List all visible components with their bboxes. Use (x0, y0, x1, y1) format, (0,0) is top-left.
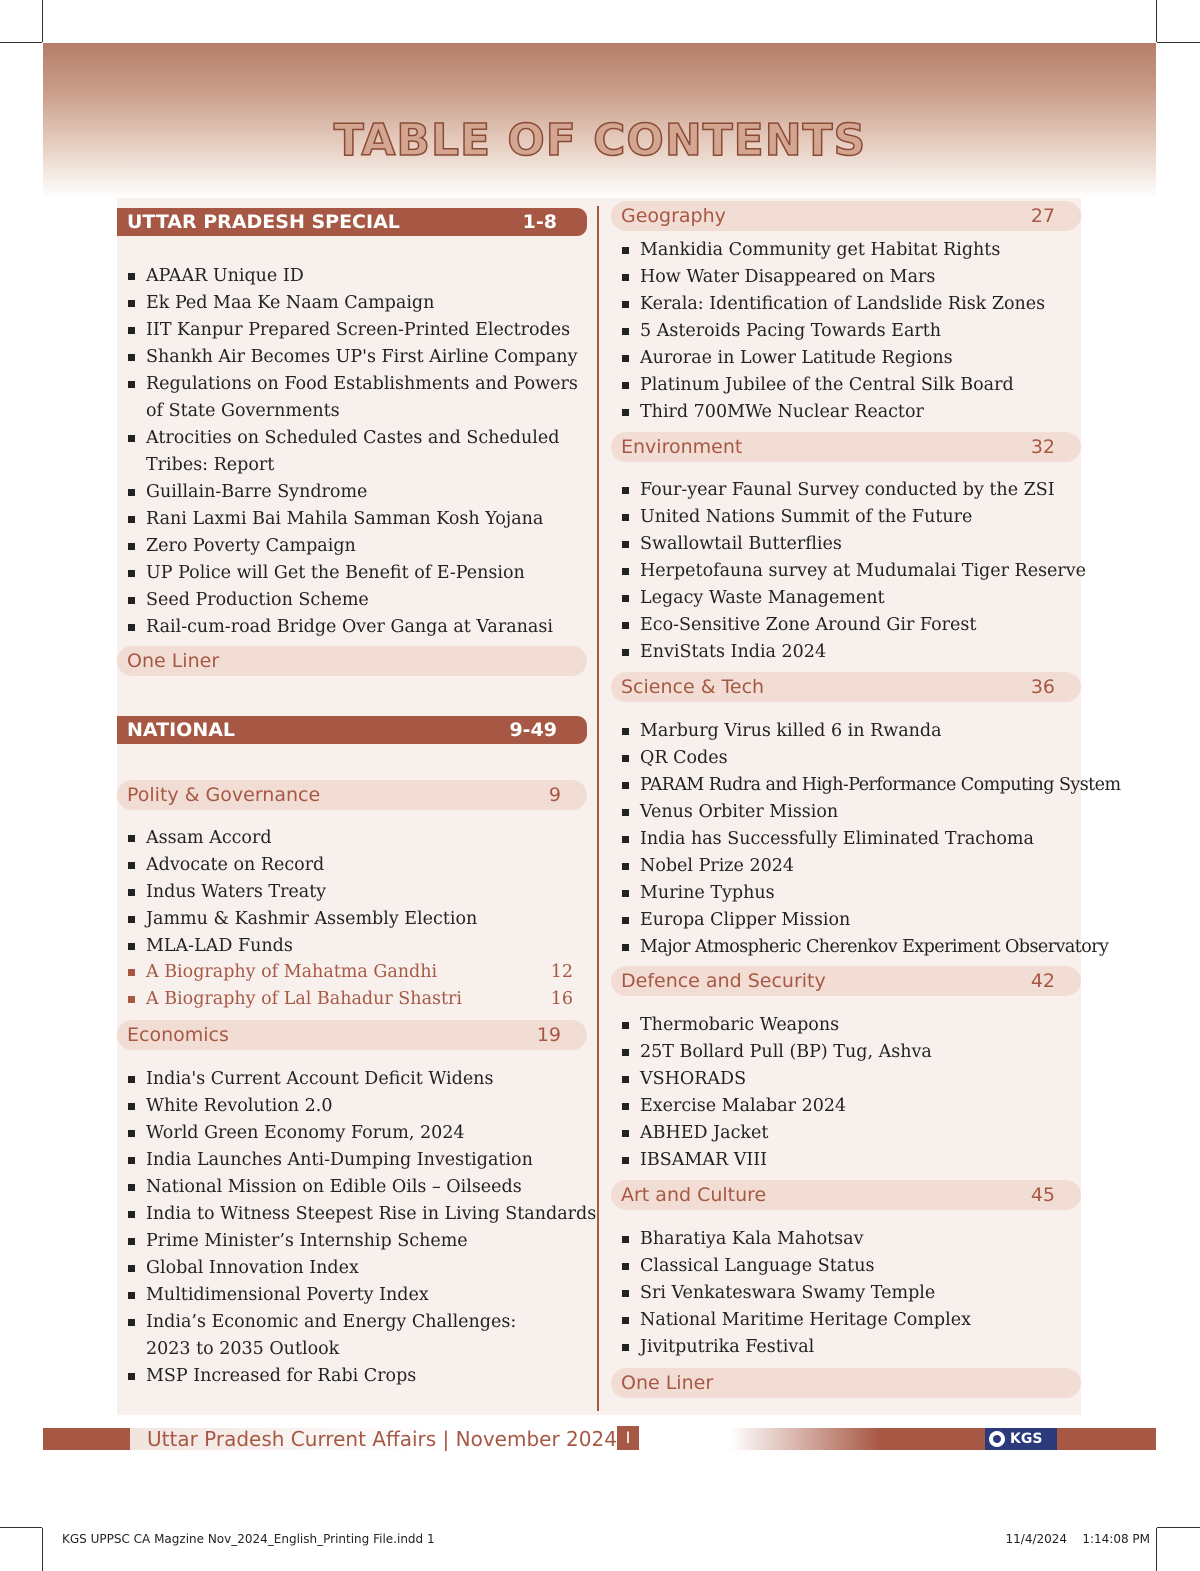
list-item[interactable] (622, 1039, 1092, 1066)
bullet-icon (622, 890, 629, 897)
list-item[interactable] (128, 263, 590, 290)
crop-mark (42, 0, 43, 42)
kgs-logo (985, 1428, 1057, 1450)
list-item[interactable] (622, 558, 1092, 585)
section-pages: 1-8 (522, 211, 557, 233)
bullet-icon (128, 300, 135, 307)
bullet-icon (622, 1103, 629, 1110)
bullet-icon (622, 247, 629, 254)
list-item[interactable] (622, 1226, 1092, 1253)
bullet-icon (622, 301, 629, 308)
list-item-text: APAAR Unique ID (146, 266, 304, 286)
list-item[interactable] (128, 290, 590, 317)
list-item[interactable] (128, 1174, 560, 1201)
subsection-title: Geography (621, 205, 726, 227)
list-item-text: Major Atmospheric Cherenkov Experiment Observatory (640, 937, 1109, 957)
list-item-text: UP Police will Get the Benefit of E-Pension (146, 563, 525, 583)
bullet-icon (622, 1263, 629, 1270)
subsection-bar-economics[interactable] (117, 1020, 587, 1050)
bullet-icon (128, 435, 135, 442)
bullet-icon (128, 1319, 135, 1326)
list-item[interactable] (622, 264, 1092, 291)
list-item[interactable] (128, 614, 590, 641)
list-item-text: QR Codes (640, 748, 728, 768)
bullet-icon (128, 943, 135, 950)
bullet-icon (128, 624, 135, 631)
bullet-icon (622, 487, 629, 494)
bullet-icon (622, 409, 629, 416)
crop-mark (1156, 0, 1157, 42)
list-item[interactable] (128, 344, 590, 371)
list-item[interactable] (622, 853, 1092, 880)
crop-mark (0, 42, 42, 43)
list-item-text: Legacy Waste Management (640, 588, 885, 608)
list-item[interactable] (128, 425, 590, 479)
subsection-page: 19 (536, 1024, 561, 1046)
print-slug-time: 1:14:08 PM (1082, 1532, 1150, 1546)
bullet-icon (622, 649, 629, 656)
list-item-text: Prime Minister’s Internship Scheme (146, 1231, 468, 1251)
bullet-icon (128, 1103, 135, 1110)
section-pages: 9-49 (509, 719, 557, 741)
subsection-title: Environment (621, 436, 743, 458)
bullet-icon (128, 1211, 135, 1218)
list-item-text: National Mission on Edible Oils – Oilseeds (146, 1177, 522, 1197)
subsection-bar-defence[interactable] (611, 966, 1081, 996)
list-item[interactable] (128, 1309, 560, 1363)
bullet-icon (622, 274, 629, 281)
subsection-page: 9 (548, 784, 561, 806)
list-item-text: VSHORADS (640, 1069, 747, 1089)
list-item-text: Jammu & Kashmir Assembly Election (146, 909, 478, 929)
page-title: TABLE OF CONTENTS (333, 115, 867, 166)
list-item[interactable] (622, 880, 1092, 907)
list-item-text: India Launches Anti-Dumping Investigation (146, 1150, 533, 1170)
bullet-icon (622, 622, 629, 629)
bullet-icon (622, 595, 629, 602)
crop-mark (0, 1527, 42, 1528)
list-item-text: Aurorae in Lower Latitude Regions (640, 348, 953, 368)
list-item[interactable] (622, 504, 1092, 531)
list-item-text: Global Innovation Index (146, 1258, 359, 1278)
list-item-text: Seed Production Scheme (146, 590, 369, 610)
list-item[interactable] (622, 1307, 1092, 1334)
list-item-text: Guillain-Barre Syndrome (146, 482, 368, 502)
print-slug-file: KGS UPPSC CA Magzine Nov_2024_English_Printing File.indd 1 (62, 1532, 435, 1546)
list-item[interactable] (622, 291, 1092, 318)
bullet-icon (622, 1049, 629, 1056)
list-item[interactable] (622, 1120, 1092, 1147)
list-item-text: MSP Increased for Rabi Crops (146, 1366, 417, 1386)
bullet-icon (622, 568, 629, 575)
list-item[interactable] (622, 799, 1092, 826)
list-item-text: PARAM Rudra and High-Performance Computing System (640, 775, 1121, 795)
bullet-icon (128, 1238, 135, 1245)
bullet-icon (622, 1344, 629, 1351)
list-item[interactable] (128, 587, 590, 614)
bullet-icon (128, 969, 135, 976)
subsection-bar-environment[interactable] (611, 432, 1081, 462)
list-item-text: Swallowtail Butterflies (640, 534, 842, 554)
list-item[interactable] (622, 745, 1092, 772)
list-item-highlight[interactable] (128, 986, 573, 1013)
bullet-icon (622, 944, 629, 951)
bullet-icon (622, 755, 629, 762)
subsection-title: Polity & Governance (127, 784, 321, 806)
bullet-icon (128, 1373, 135, 1380)
list-item[interactable] (128, 560, 590, 587)
list-item[interactable] (622, 1012, 1092, 1039)
subsection-title: Science & Tech (621, 676, 765, 698)
list-item-text: Venus Orbiter Mission (640, 802, 839, 822)
bullet-icon (128, 597, 135, 604)
list-item[interactable] (622, 1253, 1092, 1280)
list-item-text: Kerala: Identification of Landslide Risk Zones (640, 294, 1046, 314)
bullet-icon (622, 863, 629, 870)
list-item[interactable] (622, 772, 1121, 799)
list-item[interactable] (622, 907, 1092, 934)
list-item[interactable] (622, 399, 1092, 426)
list-item[interactable] (622, 531, 1092, 558)
list-item-text: Murine Typhus (640, 883, 775, 903)
list-item[interactable] (622, 934, 1109, 961)
subsection-title: Economics (127, 1024, 229, 1046)
bullet-icon (128, 381, 135, 388)
list-item-text: Atrocities on Scheduled Castes and Scheduled Tribes: Report (146, 428, 560, 475)
bullet-icon (128, 1184, 135, 1191)
bullet-icon (128, 543, 135, 550)
column-divider (597, 206, 599, 1411)
list-item-text: United Nations Summit of the Future (640, 507, 973, 527)
subsection-bar-science[interactable] (611, 672, 1081, 702)
list-item[interactable] (622, 612, 1092, 639)
list-item-text: Bharatiya Kala Mahotsav (640, 1229, 864, 1249)
list-item[interactable] (128, 479, 590, 506)
list-item[interactable] (622, 1093, 1092, 1120)
bullet-icon (622, 917, 629, 924)
bullet-icon (622, 1236, 629, 1243)
list-item-text: India to Witness Steepest Rise in Living Standards (146, 1204, 597, 1224)
list-item-highlight[interactable] (128, 959, 573, 986)
list-item[interactable] (622, 1147, 1092, 1174)
list-item[interactable] (622, 345, 1092, 372)
section-title: NATIONAL (127, 719, 236, 741)
subsection-title: One Liner (127, 650, 220, 672)
list-item-text: EnviStats India 2024 (640, 642, 827, 662)
print-slug-date: 11/4/2024 (1005, 1532, 1068, 1546)
list-item-text: Multidimensional Poverty Index (146, 1285, 429, 1305)
list-item[interactable] (128, 533, 590, 560)
subsection-bar-art[interactable] (611, 1180, 1081, 1210)
bullet-icon (128, 273, 135, 280)
bullet-icon (622, 328, 629, 335)
list-item[interactable] (128, 1201, 597, 1228)
kgs-brand-text: KGS (1010, 1431, 1043, 1447)
bullet-icon (128, 1076, 135, 1083)
bullet-icon (622, 1022, 629, 1029)
list-item[interactable] (622, 477, 1092, 504)
list-item[interactable] (128, 933, 590, 960)
bullet-icon (128, 570, 135, 577)
list-item[interactable] (622, 318, 1092, 345)
list-item[interactable] (622, 639, 1092, 666)
list-item-text: A Biography of Mahatma Gandhi (146, 962, 438, 982)
bullet-icon (622, 1290, 629, 1297)
list-item[interactable] (622, 1334, 1092, 1361)
list-item-text: India's Current Account Deficit Widens (146, 1069, 494, 1089)
list-item-text: Herpetofauna survey at Mudumalai Tiger Reserve (640, 561, 1087, 581)
bullet-icon (622, 514, 629, 521)
bullet-icon (622, 1317, 629, 1324)
list-item-text: Thermobaric Weapons (640, 1015, 840, 1035)
list-item[interactable] (622, 585, 1092, 612)
list-item-text: Rail-cum-road Bridge Over Ganga at Varanasi (146, 617, 553, 637)
list-item[interactable] (128, 1255, 560, 1282)
list-item[interactable] (128, 1282, 560, 1309)
section-title: UTTAR PRADESH SPECIAL (127, 211, 400, 233)
crop-mark (1156, 1528, 1157, 1571)
bullet-icon (622, 1076, 629, 1083)
list-item-text: India has Successfully Eliminated Trachoma (640, 829, 1034, 849)
list-item-text: National Maritime Heritage Complex (640, 1310, 971, 1330)
list-item[interactable] (128, 1147, 560, 1174)
bullet-icon (622, 836, 629, 843)
crop-mark (1157, 42, 1200, 43)
bullet-icon (128, 1265, 135, 1272)
section-bar-up-special[interactable] (117, 208, 587, 236)
subsection-bar-one-liner-right[interactable] (611, 1368, 1081, 1398)
list-item-text: Advocate on Record (146, 855, 325, 875)
list-item-text: Eco-Sensitive Zone Around Gir Forest (640, 615, 977, 635)
list-item-text: Sri Venkateswara Swamy Temple (640, 1283, 936, 1303)
list-item-text: Europa Clipper Mission (640, 910, 851, 930)
list-item[interactable] (622, 718, 1092, 745)
list-item[interactable] (622, 826, 1092, 853)
bullet-icon (128, 1130, 135, 1137)
bullet-icon (622, 355, 629, 362)
list-item-page: 12 (550, 962, 573, 982)
list-item-text: Ek Ped Maa Ke Naam Campaign (146, 293, 435, 313)
list-item[interactable] (128, 1093, 560, 1120)
list-item[interactable] (128, 825, 590, 852)
kgs-emblem-icon (989, 1431, 1005, 1447)
list-item[interactable] (128, 317, 590, 344)
print-slug-datetime (1006, 1532, 1150, 1546)
list-item-text: Nobel Prize 2024 (640, 856, 794, 876)
list-item-text: MLA-LAD Funds (146, 936, 293, 956)
bullet-icon (622, 782, 629, 789)
bullet-icon (622, 1130, 629, 1137)
subsection-page: 42 (1030, 970, 1055, 992)
bullet-icon (622, 1157, 629, 1164)
list-item[interactable] (128, 371, 590, 425)
list-item-text: Assam Accord (146, 828, 272, 848)
list-item-text: World Green Economy Forum, 2024 (146, 1123, 465, 1143)
subsection-bar-polity[interactable] (117, 780, 587, 810)
list-item-text: Indus Waters Treaty (146, 882, 327, 902)
list-item[interactable] (128, 852, 590, 879)
list-item[interactable] (128, 1120, 560, 1147)
list-item-text: ABHED Jacket (640, 1123, 769, 1143)
subsection-title: One Liner (621, 1372, 714, 1394)
subsection-title: Defence and Security (621, 970, 826, 992)
bullet-icon (128, 1157, 135, 1164)
subsection-bar-geography[interactable] (611, 201, 1081, 231)
bullet-icon (128, 835, 135, 842)
list-item-text: Zero Poverty Campaign (146, 536, 356, 556)
subsection-bar-one-liner-left[interactable] (117, 646, 587, 676)
bullet-icon (128, 996, 135, 1003)
crop-mark (1157, 1527, 1200, 1528)
list-item[interactable] (128, 506, 590, 533)
list-item[interactable] (128, 1228, 560, 1255)
list-item-text: India’s Economic and Energy Challenges: 2023 to 2035 Outlook (146, 1312, 517, 1359)
list-item-text: Platinum Jubilee of the Central Silk Board (640, 375, 1014, 395)
bullet-icon (128, 354, 135, 361)
crop-mark (42, 1528, 43, 1571)
list-item-text: A Biography of Lal Bahadur Shastri (146, 989, 462, 1009)
list-item[interactable] (622, 372, 1092, 399)
list-item[interactable] (622, 237, 1092, 264)
subsection-page: 45 (1030, 1184, 1055, 1206)
list-item[interactable] (128, 906, 590, 933)
bullet-icon (622, 541, 629, 548)
footer-page-number: I (617, 1426, 639, 1450)
bullet-icon (622, 382, 629, 389)
list-item[interactable] (622, 1280, 1092, 1307)
subsection-page: 32 (1030, 436, 1055, 458)
list-item-text: Third 700MWe Nuclear Reactor (640, 402, 924, 422)
list-item[interactable] (622, 1066, 1092, 1093)
list-item[interactable] (128, 1363, 560, 1390)
list-item[interactable] (128, 879, 590, 906)
bullet-icon (128, 516, 135, 523)
bullet-icon (128, 327, 135, 334)
bullet-icon (622, 809, 629, 816)
section-bar-national[interactable] (117, 716, 587, 744)
subsection-page: 36 (1030, 676, 1055, 698)
bullet-icon (128, 489, 135, 496)
list-item-text: How Water Disappeared on Mars (640, 267, 936, 287)
bullet-icon (128, 916, 135, 923)
list-item-text: Classical Language Status (640, 1256, 875, 1276)
list-item-text: Jivitputrika Festival (640, 1337, 815, 1357)
bullet-icon (128, 889, 135, 896)
list-item[interactable] (128, 1066, 560, 1093)
list-item-text: Regulations on Food Establishments and Powers of State Governments (146, 374, 578, 421)
list-item-text: White Revolution 2.0 (146, 1096, 333, 1116)
list-item-text: 5 Asteroids Pacing Towards Earth (640, 321, 942, 341)
list-item-text: Marburg Virus killed 6 in Rwanda (640, 721, 942, 741)
bullet-icon (622, 728, 629, 735)
list-item-text: 25T Bollard Pull (BP) Tug, Ashva (640, 1042, 932, 1062)
list-item-text: Exercise Malabar 2024 (640, 1096, 847, 1116)
list-item-page: 16 (550, 989, 573, 1009)
list-item-text: Four-year Faunal Survey conducted by the ZSI (640, 480, 1055, 500)
subsection-title: Art and Culture (621, 1184, 767, 1206)
list-item-text: Rani Laxmi Bai Mahila Samman Kosh Yojana (146, 509, 544, 529)
bullet-icon (128, 1292, 135, 1299)
footer-publication: Uttar Pradesh Current Affairs | November 2024 (147, 1427, 617, 1451)
subsection-page: 27 (1030, 205, 1055, 227)
list-item-text: IBSAMAR VIII (640, 1150, 768, 1170)
list-item-text: IIT Kanpur Prepared Screen-Printed Electrodes (146, 320, 571, 340)
bullet-icon (128, 862, 135, 869)
list-item-text: Shankh Air Becomes UP's First Airline Company (146, 347, 578, 367)
list-item-text: Mankidia Community get Habitat Rights (640, 240, 1001, 260)
